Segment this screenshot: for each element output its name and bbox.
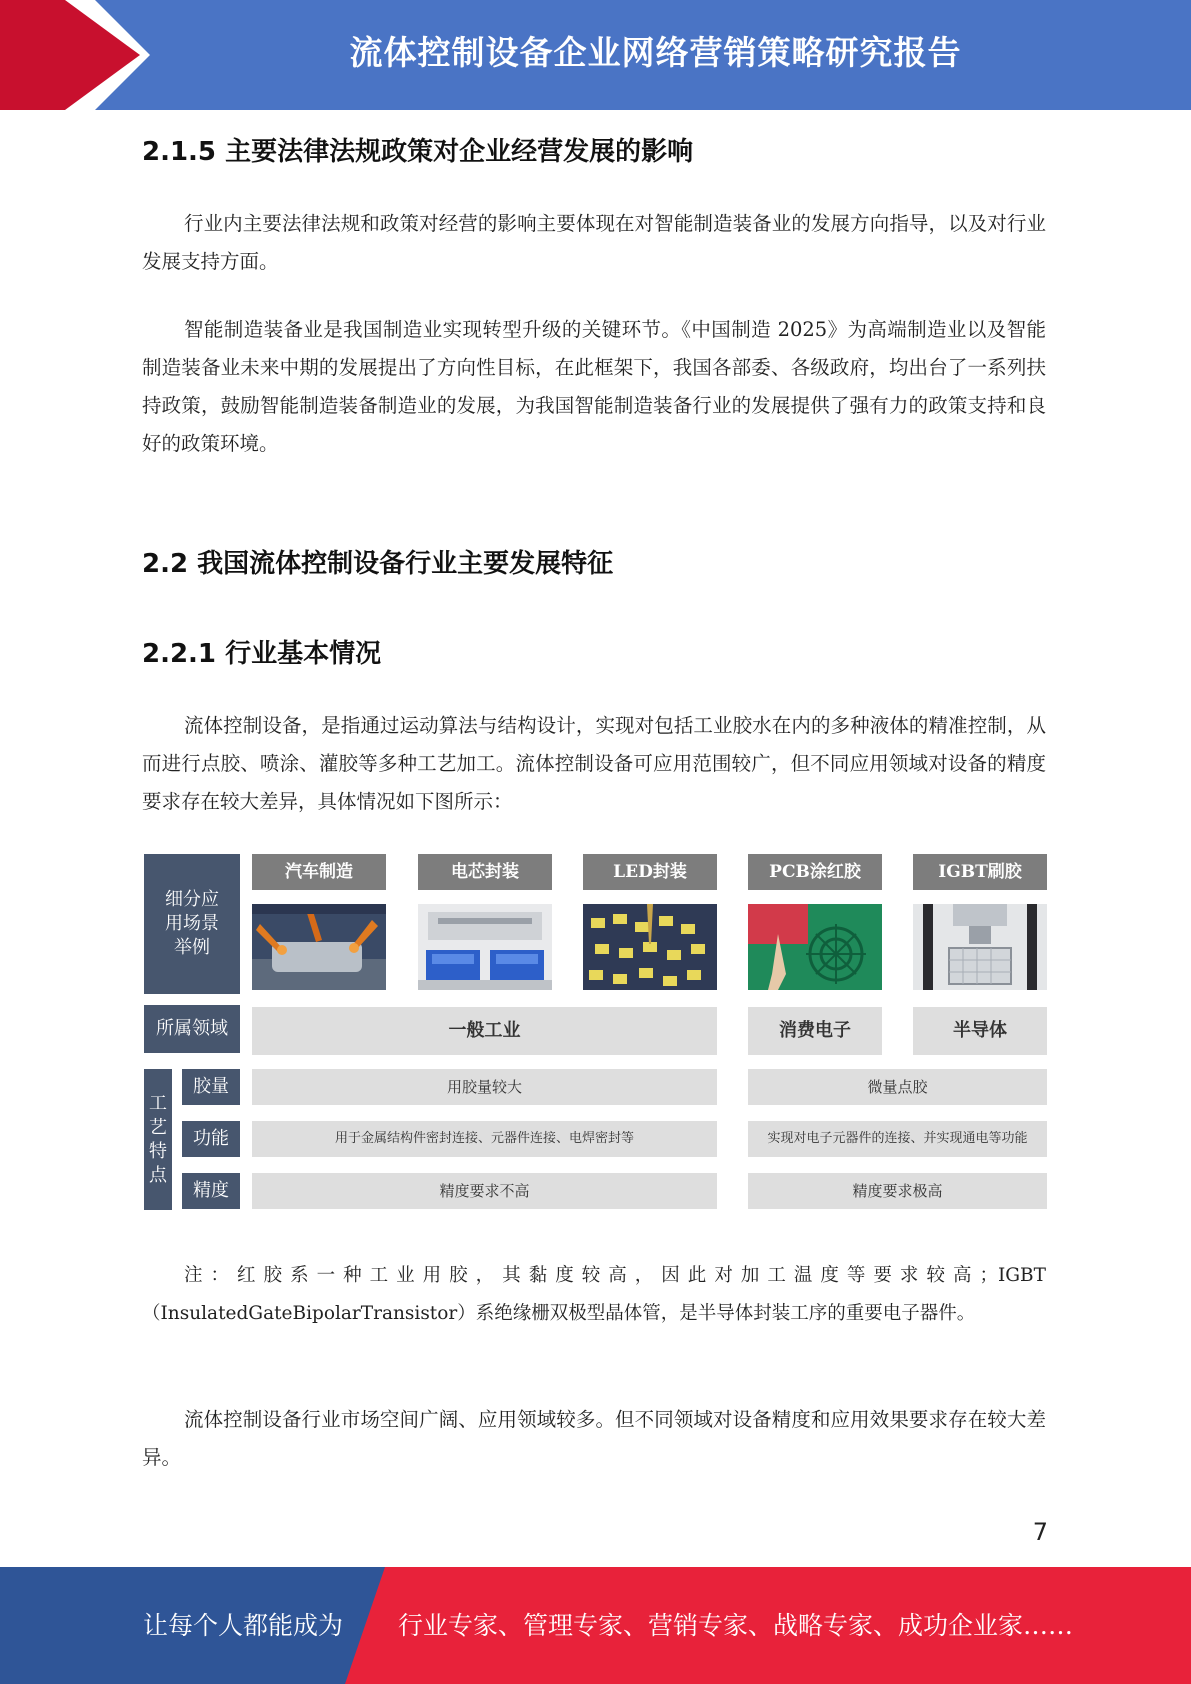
scene-tab-pcb: PCB涂红胶 [748, 854, 882, 890]
domain-consumer-electronics: 消费电子 [748, 1007, 882, 1055]
paragraph-smart-manufacturing: 智能制造装备业是我国制造业实现转型升级的关键环节。《中国制造 2025》为高端制造业以及智能制造装备业未来中期的发展提出了方向性目标，在此框架下，我国各部委、各级政府，均出台了一系列扶持政策，鼓励智能制造装备制造业的发展，为我国智能制造装备行业的发展提供了强有力的政策支持和良好的政策环境。 [142, 318, 1046, 455]
paragraph-market-space: 流体控制设备行业市场空间广阔、应用领域较多。但不同领域对设备精度和应用效果要求存在较大差异。 [142, 1408, 1046, 1469]
precision-general: 精度要求不高 [252, 1173, 717, 1209]
pcb-red-glue-photo [748, 904, 882, 990]
scene-tab-auto: 汽车制造 [252, 854, 386, 890]
application-diagram [142, 850, 1047, 1212]
battery-packaging-photo [418, 904, 552, 990]
glue-amount-general: 用胶量较大 [252, 1069, 717, 1105]
precision-high: 精度要求极高 [748, 1173, 1047, 1209]
glue-amount-precision: 微量点胶 [748, 1069, 1047, 1105]
row-label-precision: 精度 [182, 1173, 240, 1209]
function-precision: 实现对电子元器件的连接、并实现通电等功能 [748, 1121, 1047, 1157]
footer-banner [0, 1567, 1191, 1684]
header-chevron-logo [0, 0, 140, 110]
footer-slogan-left: 让每个人都能成为 [143, 1611, 344, 1640]
domain-semiconductor: 半导体 [913, 1007, 1047, 1055]
row-label-glue-amount: 胶量 [182, 1069, 240, 1105]
function-general: 用于金属结构件密封连接、元器件连接、电焊密封等 [252, 1121, 717, 1157]
row-label-function: 功能 [182, 1121, 240, 1157]
heading-2-2-1: 2.2.1 行业基本情况 [142, 639, 382, 669]
scene-label: 细分应用场景举例 [144, 854, 240, 994]
page-number: 7 [1032, 1518, 1048, 1546]
header-banner [0, 0, 1191, 110]
process-label: 工艺特点 [144, 1069, 172, 1210]
heading-2-2: 2.2 我国流体控制设备行业主要发展特征 [142, 549, 614, 579]
igbt-brushing-photo [913, 904, 1047, 990]
scene-tab-battery: 电芯封装 [418, 854, 552, 890]
auto-factory-photo [252, 904, 386, 990]
domain-label: 所属领域 [144, 1005, 240, 1053]
note-paragraph: 注：红胶系一种工业用胶，其黏度较高，因此对加工温度等要求较高；IGBT（InsulatedGateBipolarTransistor）系绝缘栅双极型晶体管，是半导体封装工序的重要电子器件。 [142, 1265, 1046, 1324]
scene-tab-led: LED封装 [583, 854, 717, 890]
paragraph-industry-basics: 流体控制设备，是指通过运动算法与结构设计，实现对包括工业胶水在内的多种液体的精准控制，从而进行点胶、喷涂、灌胶等多种工艺加工。流体控制设备可应用范围较广，但不同应用领域对设备的精度要求存在较大差异，具体情况如下图所示： [142, 714, 1046, 813]
scene-tab-igbt: IGBT刷胶 [913, 854, 1047, 890]
domain-general-industry: 一般工业 [252, 1007, 717, 1055]
paragraph-policy-impact: 行业内主要法律法规和政策对经营的影响主要体现在对智能制造装备业的发展方向指导，以及对行业发展支持方面。 [142, 212, 1046, 273]
report-title: 流体控制设备企业网络营销策略研究报告 [349, 33, 962, 72]
heading-2-1-5: 2.1.5 主要法律法规政策对企业经营发展的影响 [142, 137, 694, 167]
footer-slogan-right: 行业专家、管理专家、营销专家、战略专家、成功企业家…… [398, 1611, 1074, 1640]
led-packaging-photo [583, 904, 717, 990]
